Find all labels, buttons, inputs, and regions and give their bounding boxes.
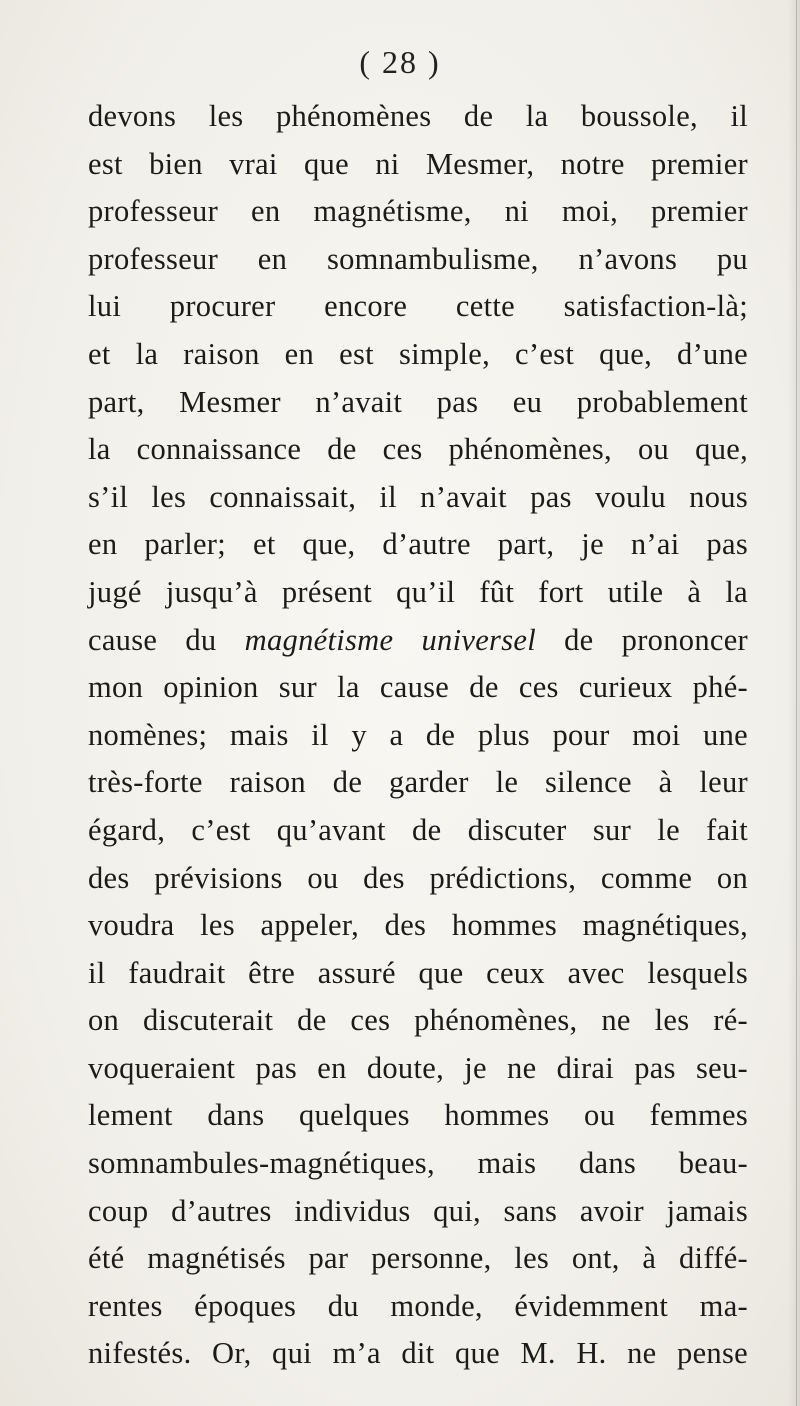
text-line-segment: voudra les appeler, des hommes magnétiques, [88,908,748,943]
text-line [88,902,748,950]
text-line [88,1092,748,1140]
text-line-segment: lement dans quelques hommes ou femmes [88,1098,748,1133]
text-line [88,855,748,903]
text-line [88,283,748,331]
text-line [88,1283,748,1331]
text-line-segment: professeur en somnambulisme, n’avons pu [88,241,748,276]
text-line [88,617,748,665]
text-line-segment: égard, c’est qu’avant de discuter sur le fait [88,812,748,847]
text-line-segment: professeur en magnétisme, ni moi, premier [88,194,748,229]
text-line [88,1235,748,1283]
text-line [88,474,748,522]
text-line-segment: mon opinion sur la cause de ces curieux phé- [88,670,748,705]
text-line-segment: est bien vrai que ni Mesmer, notre premier [88,146,748,181]
text-line [88,712,748,760]
page-number: ( 28 ) [359,44,441,80]
text-line [88,1140,748,1188]
text-line [88,379,748,427]
text-line-segment: des prévisions ou des prédictions, comme on [88,860,748,895]
text-line [88,1330,748,1378]
text-line [88,807,748,855]
text-line-segment: voqueraient pas en doute, je ne dirai pas seu- [88,1050,748,1085]
text-line-segment: s’il les connaissait, il n’avait pas voulu nous [88,479,748,514]
text-line-segment: rentes époques du monde, évidemment ma- [88,1288,748,1323]
text-line [88,93,748,141]
text-line [88,141,748,189]
text-line-segment: coup d’autres individus qui, sans avoir jamais [88,1193,748,1228]
text-line [88,426,748,474]
text-line [88,236,748,284]
text-line-segment: devons les phénomènes de la boussole, il [88,99,748,133]
text-line-segment: été magnétisés par personne, les ont, à diffé- [88,1241,748,1276]
text-line [88,997,748,1045]
text-line-segment: la connaissance de ces phénomènes, ou que, [88,432,748,467]
page-edge-shadow [788,0,800,1406]
text-line [88,331,748,379]
text-line-segment: on discuterait de ces phénomènes, ne les ré- [88,1003,748,1038]
text-line [88,1188,748,1236]
text-line-segment: cause du [88,622,245,657]
text-line [88,759,748,807]
text-line [88,569,748,617]
text-line-segment: et la raison en est simple, c’est que, d’une [88,336,748,371]
text-line [88,950,748,998]
text-line-segment: très-forte raison de garder le silence à leur [88,765,748,800]
text-line-segment: nomènes; mais il y a de plus pour moi une [88,717,748,752]
text-line [88,664,748,712]
text-line [88,1045,748,1093]
page-edge-line [796,0,797,1406]
italic-phrase: magnétisme universel [244,622,536,657]
body-text [88,93,748,1378]
text-line-segment: jugé jusqu’à présent qu’il fût fort utile à la [88,574,748,609]
text-line-segment: part, Mesmer n’avait pas eu probablement [88,384,748,419]
text-line [88,188,748,236]
text-line [88,521,748,569]
text-line-segment: nifestés. Or, qui m’a dit que M. H. ne pense [88,1336,748,1371]
text-line-segment: lui procurer encore cette satisfaction-là; [88,289,748,324]
text-line-segment: en parler; et que, d’autre part, je n’ai pas [88,527,748,562]
text-line-segment: de prononcer [535,622,749,657]
text-line-segment: il faudrait être assuré que ceux avec lesquels [88,955,748,990]
text-line-segment: somnambules-magnétiques, mais dans beau- [88,1146,748,1181]
